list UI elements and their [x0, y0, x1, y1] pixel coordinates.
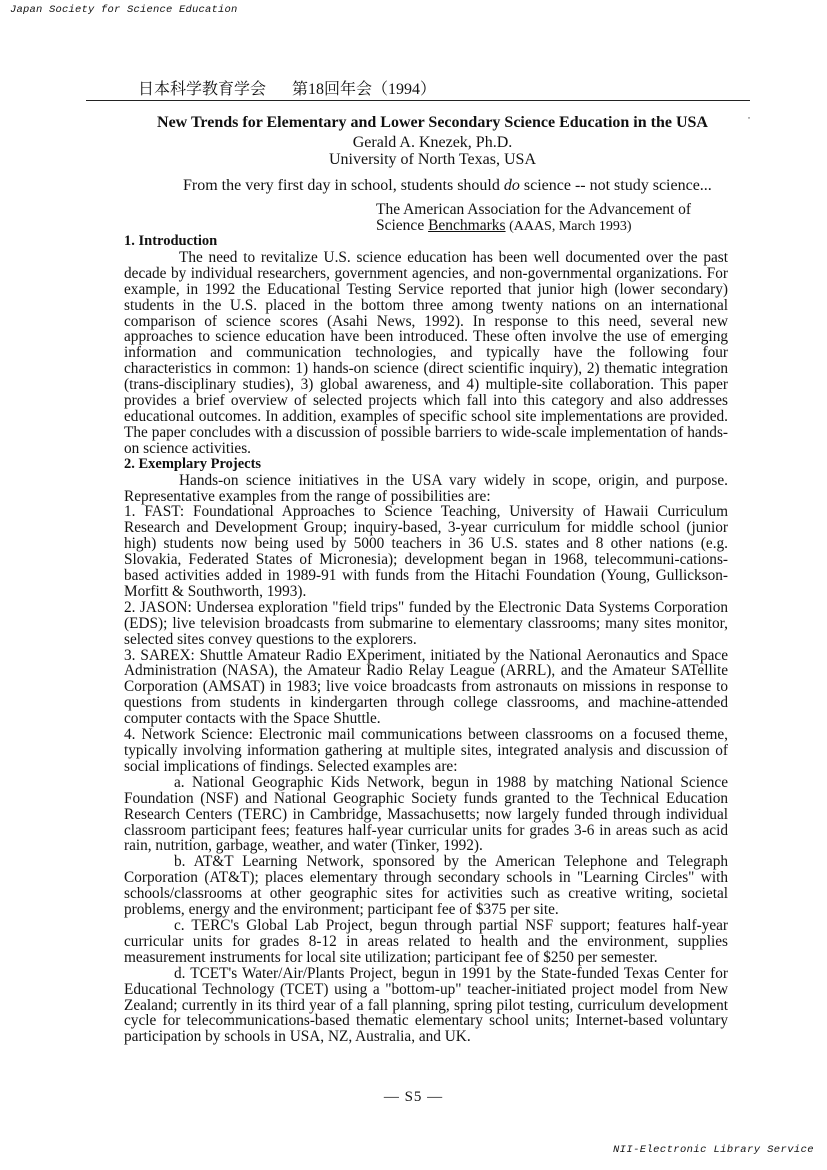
epigraph-attribution-line1: The American Association for the Advancement of — [376, 201, 692, 218]
library-stamp-top: Japan Society for Science Education — [10, 4, 238, 16]
attribution-prefix: Science — [376, 217, 429, 234]
attribution-title: Benchmarks — [428, 217, 506, 234]
network-example-att: b. AT&T Learning Network, sponsored by the American Telephone and Telegraph Corporation (AT&T); places elementary through secondary schools in "Learning Circles" with schools/classrooms at other geographic sites for activities such as creative writing, societal problems, energy and the environment; participant fee of $375 per site. — [124, 853, 728, 919]
author-affiliation: University of North Texas, USA — [328, 151, 536, 168]
conference-header — [138, 76, 436, 99]
speck-mark: ˙ — [747, 114, 751, 128]
network-example-tcet: d. TCET's Water/Air/Plants Project, begun in 1991 by the State-funded Texas Center for Educational Technology (TCET) using a "bottom-up" teacher-initiated project model from New Zealand; currently in its third year of a fall planning, spring pilot testing, curriculum development cycle for telecommunications-based thematic elementary school units; Internet-based voluntary participation by schools in USA, NZ, Australia, and UK. — [124, 964, 728, 1046]
projects-intro-paragraph: Hands-on science initiatives in the USA vary widely in scope, origin, and purpose. Representative examples from the range of possibilities are: — [124, 471, 728, 505]
epigraph-emphasis: do — [503, 177, 520, 194]
section-heading-introduction: 1. Introduction — [124, 233, 218, 249]
intro-paragraph: The need to revitalize U.S. science education has been well documented over the past decade by individual researchers, government agencies, and non-governmental organizations. For example, in 1992 the Educational Testing Service reported that junior high (lower secondary) students in the U.S. placed in the bottom three among twenty nations on an international comparison of science scores (Asahi News, 1992). In response to this need, several new approaches to science education have been introduced. These often involve the use of emerging information and communication technologies, and typically have the following four characteristics in common: 1) hands-on science (direct scientific inquiry), 2) thematic integration (trans-disciplinary studies), 3) global awareness, and 4) multiple-site collaboration. This paper provides a brief overview of selected projects which fall into this category and also addresses educational outcomes. In addition, examples of specific school site implementations are provided. The paper concludes with a discussion of possible barriers to wide-scale implementation of hands-on science activities. — [124, 248, 728, 457]
epigraph-quote — [183, 177, 712, 195]
project-item-sarex: 3. SAREX: Shuttle Amateur Radio EXperiment, initiated by the National Aeronautics and Space Administration (NASA), the Amateur Radio Relay League (ARRL), and the Amateur SATellite Corporation (AMSAT) in 1983; live voice broadcasts from astronauts on missions in response to questions from students in kindergarten through college classrooms, and machine-attended computer contacts with the Space Shuttle. — [124, 646, 728, 728]
epigraph-attribution-line2 — [376, 217, 632, 235]
project-item-fast: 1. FAST: Foundational Approaches to Science Teaching, University of Hawaii Curriculum Research and Development Group; inquiry-based, 3-year curriculum for middle school (junior high) students now being used by 5000 teachers in 36 U.S. states and 8 other nations (e.g. Slovakia, Federated States of Micronesia); development began in 1968, telecommuni-cations-based activities added in 1989-91 with funds from the Hitachi Foundation (Young, Gullickson-Morfitt & Southworth, 1993). — [124, 503, 728, 600]
page-number: — S5 — — [383, 1089, 444, 1105]
attribution-suffix: (AAAS, March 1993) — [505, 219, 632, 234]
author-name: Gerald A. Knezek, Ph.D. — [352, 134, 513, 151]
library-stamp-bottom: NII-Electronic Library Service — [612, 1144, 814, 1156]
epigraph-text-end: science -- not study science... — [519, 177, 712, 194]
project-item-network-science: 4. Network Science: Electronic mail communications between classrooms on a focused theme, typically involving information gathering at multiple sites, integrated analysis and discussion of social implications of findings. Selected examples are: — [124, 726, 728, 775]
society-name: 日本科学教育学会 — [138, 81, 267, 98]
header-rule — [86, 100, 750, 101]
network-example-national-geographic: a. National Geographic Kids Network, begun in 1988 by matching National Science Foundation (NSF) and National Geographic Society funds granted to the Technical Education Research Centers (TERC) in Cambridge, Massachusetts; now largely funded through individual classroom participant fees; features half-year curricular units for grades 3-6 in areas such as acid rain, nutrition, garbage, weather, and water (Tinker, 1992). — [124, 773, 728, 855]
epigraph-text-start: From the very first day in school, students should — [183, 177, 504, 194]
paper-title: New Trends for Elementary and Lower Secondary Science Education in the USA — [157, 114, 708, 131]
conference-name: 第18回年会（1994） — [292, 81, 437, 98]
network-example-terc: c. TERC's Global Lab Project, begun through partial NSF support; features half-year curricular units for grades 8-12 in areas related to health and the environment, supplies measurement instruments for local site utilization; participant fee of $250 per semester. — [124, 916, 728, 966]
paper-body — [124, 234, 728, 1045]
project-item-jason: 2. JASON: Undersea exploration "field trips" funded by the Electronic Data Systems Corporation (EDS); live television broadcasts from submarine to elementary classrooms; many sites monitor, selected sites convey questions to the explorers. — [124, 598, 728, 648]
section-heading-projects: 2. Exemplary Projects — [124, 455, 262, 472]
